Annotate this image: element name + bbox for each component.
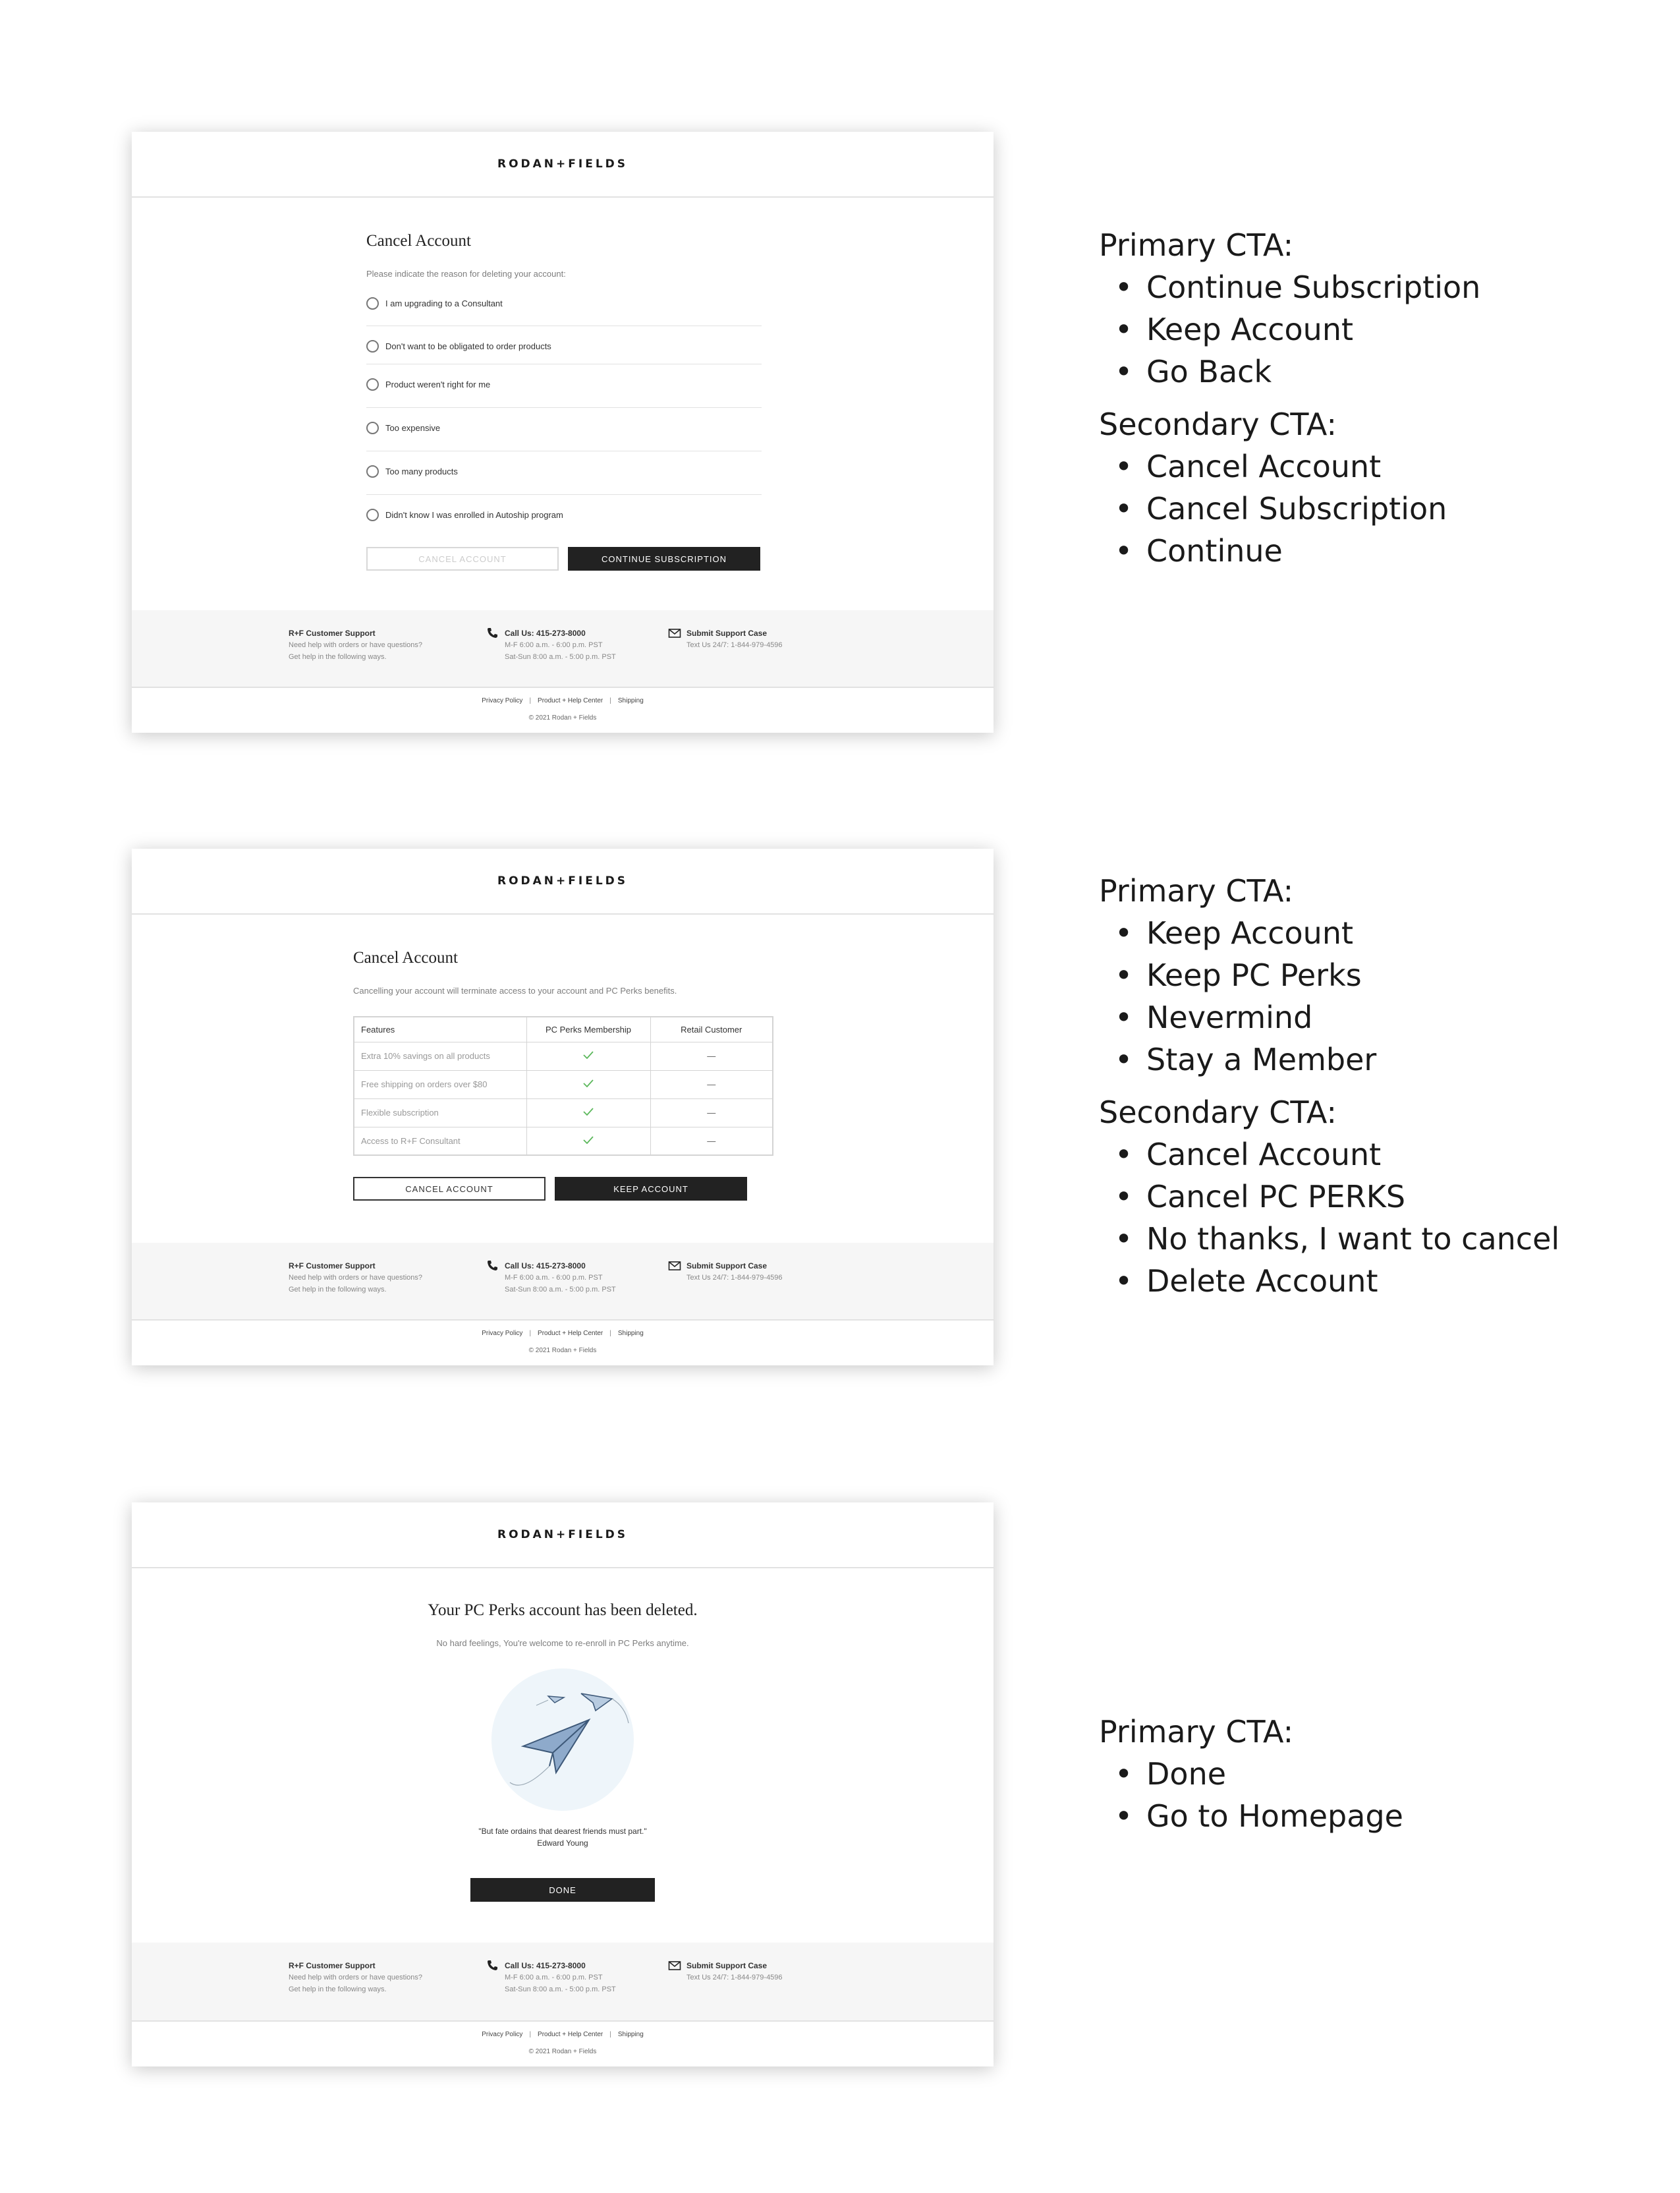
page-title: Cancel Account: [366, 232, 471, 250]
feature-cell: Flexible subscription: [354, 1098, 526, 1127]
reason-label: Too expensive: [385, 423, 441, 433]
page-title: Your PC Perks account has been deleted.: [428, 1601, 698, 1619]
radio-icon[interactable]: [366, 378, 379, 391]
column-header: PC Perks Membership: [526, 1017, 650, 1042]
cancel-reason-screen: [132, 132, 994, 733]
radio-icon[interactable]: [366, 422, 379, 434]
primary-cta-list: [1099, 1753, 1403, 1837]
secondary-cta-list: [1099, 1133, 1559, 1302]
membership-cell: [526, 1098, 650, 1127]
shipping-link[interactable]: Shipping: [617, 2031, 644, 2038]
call-hours: Sat-Sun 8:00 a.m. - 5:00 p.m. PST: [505, 1985, 616, 1993]
copyright: © 2021 Rodan + Fields: [528, 2048, 597, 2055]
check-icon: [583, 1108, 594, 1116]
help-center-link[interactable]: Product + Help Center: [538, 2031, 603, 2038]
list-item: • Cancel Account: [1099, 1133, 1559, 1176]
retail-cell: [650, 1127, 773, 1155]
dash: —: [707, 1108, 716, 1118]
brand-logo[interactable]: RODAN+FIELDS: [497, 874, 629, 888]
support-line: Need help with orders or have questions?: [289, 641, 423, 649]
footer-links: [132, 1330, 994, 1337]
separator: |: [609, 2031, 611, 2038]
support-line: Get help in the following ways.: [289, 653, 387, 661]
list-item: • Done: [1099, 1753, 1403, 1795]
table-row: [354, 1127, 773, 1155]
radio-icon[interactable]: [366, 465, 379, 478]
list-item: • Cancel PC PERKS: [1099, 1176, 1559, 1218]
list-item: • Stay a Member: [1099, 1039, 1559, 1081]
cta-note-3: [1099, 1711, 1403, 1837]
site-header: [132, 1502, 994, 1568]
feature-cell: Access to R+F Consultant: [354, 1127, 526, 1155]
call-hours: M-F 6:00 a.m. - 6:00 p.m. PST: [505, 641, 603, 649]
support-line: Get help in the following ways.: [289, 1985, 387, 1993]
primary-cta-list: [1099, 912, 1559, 1081]
support-case-link[interactable]: Submit Support Case: [686, 629, 768, 638]
support-footer: [132, 1243, 994, 1319]
check-icon: [583, 1136, 594, 1144]
separator: |: [609, 1330, 611, 1337]
cancel-account-button[interactable]: CANCEL ACCOUNT: [366, 547, 559, 571]
privacy-policy-link[interactable]: Privacy Policy: [482, 2031, 523, 2038]
reason-label: Didn't know I was enrolled in Autoship program: [385, 510, 563, 520]
cta-note-1: [1099, 224, 1480, 572]
support-title: R+F Customer Support: [289, 1261, 376, 1270]
call-hours: Sat-Sun 8:00 a.m. - 5:00 p.m. PST: [505, 1286, 616, 1294]
call-title[interactable]: Call Us: 415-273-8000: [505, 629, 586, 638]
reason-option[interactable]: [366, 465, 762, 478]
phone-icon: [486, 1260, 499, 1272]
check-icon: [583, 1079, 594, 1087]
support-case-link[interactable]: Submit Support Case: [686, 1961, 768, 1970]
divider: [366, 407, 762, 408]
support-line: Need help with orders or have questions?: [289, 1274, 423, 1282]
support-info: [289, 1960, 422, 1995]
paper-plane-illustration: [490, 1667, 635, 1812]
primary-cta-list: [1099, 266, 1480, 393]
secondary-cta-heading: Secondary CTA:: [1099, 1095, 1337, 1130]
mail-icon: [668, 1960, 681, 1972]
reason-label: Don't want to be obligated to order products: [385, 341, 551, 351]
copyright: © 2021 Rodan + Fields: [528, 1347, 597, 1354]
membership-cell: [526, 1070, 650, 1098]
comparison-table: [353, 1016, 773, 1156]
support-line: Need help with orders or have questions?: [289, 1974, 423, 1981]
page-subtitle: No hard feelings, You're welcome to re-enroll in PC Perks anytime.: [436, 1638, 689, 1648]
brand-logo[interactable]: RODAN+FIELDS: [497, 157, 629, 171]
reason-prompt: Please indicate the reason for deleting your account:: [366, 269, 566, 279]
column-header: Features: [354, 1017, 526, 1042]
list-item: • Keep Account: [1099, 912, 1559, 954]
membership-cell: [526, 1042, 650, 1070]
legal-footer: [132, 687, 994, 733]
table-header-row: [354, 1017, 773, 1042]
reason-option[interactable]: [366, 509, 762, 521]
reason-option[interactable]: [366, 297, 762, 310]
support-line: Get help in the following ways.: [289, 1286, 387, 1294]
table-row: [354, 1098, 773, 1127]
support-case-link[interactable]: Submit Support Case: [686, 1261, 768, 1270]
text-line: Text Us 24/7: 1-844-979-4596: [686, 1974, 783, 1981]
privacy-policy-link[interactable]: Privacy Policy: [482, 1330, 523, 1337]
support-footer: [132, 610, 994, 687]
support-title: R+F Customer Support: [289, 1961, 376, 1970]
list-item: • Delete Account: [1099, 1260, 1559, 1302]
phone-icon: [486, 1960, 499, 1972]
separator: |: [529, 697, 532, 704]
copyright: © 2021 Rodan + Fields: [528, 714, 597, 722]
list-item: • Keep Account: [1099, 308, 1480, 351]
reason-label: I am upgrading to a Consultant: [385, 299, 503, 308]
help-center-link[interactable]: Product + Help Center: [538, 1330, 603, 1337]
mail-icon: [668, 1260, 681, 1272]
list-item: • Go to Homepage: [1099, 1795, 1403, 1837]
support-case-info: [668, 1960, 783, 1983]
shipping-link[interactable]: Shipping: [617, 697, 644, 704]
table-row: [354, 1070, 773, 1098]
legal-footer: [132, 2020, 994, 2066]
feature-cell: Free shipping on orders over $80: [354, 1070, 526, 1098]
feature-cell: Extra 10% savings on all products: [354, 1042, 526, 1070]
retail-cell: [650, 1098, 773, 1127]
separator: |: [529, 1330, 532, 1337]
cancel-account-button[interactable]: CANCEL ACCOUNT: [353, 1177, 546, 1201]
brand-logo[interactable]: RODAN+FIELDS: [497, 1528, 629, 1541]
privacy-policy-link[interactable]: Privacy Policy: [482, 697, 523, 704]
account-deleted-screen: [132, 1502, 994, 2066]
separator: |: [609, 697, 611, 704]
phone-icon: [486, 627, 499, 639]
divider: [366, 494, 762, 495]
dash: —: [707, 1135, 716, 1146]
quote-text: "But fate ordains that dearest friends must part.": [478, 1827, 647, 1836]
support-case-info: [668, 627, 783, 651]
text-line: Text Us 24/7: 1-844-979-4596: [686, 641, 783, 649]
primary-cta-heading: Primary CTA:: [1099, 227, 1294, 263]
footer-links: [132, 2031, 994, 2038]
legal-footer: [132, 1319, 994, 1365]
shipping-link[interactable]: Shipping: [617, 1330, 644, 1337]
help-center-link[interactable]: Product + Help Center: [538, 697, 603, 704]
primary-cta-heading: Primary CTA:: [1099, 1714, 1294, 1750]
dash: —: [707, 1079, 716, 1089]
membership-cell: [526, 1127, 650, 1155]
radio-icon[interactable]: [366, 297, 379, 310]
site-header: [132, 849, 994, 915]
call-hours: M-F 6:00 a.m. - 6:00 p.m. PST: [505, 1274, 603, 1282]
list-item: • Continue Subscription: [1099, 266, 1480, 308]
cta-note-2: [1099, 870, 1559, 1302]
radio-icon[interactable]: [366, 340, 379, 353]
mail-icon: [668, 627, 681, 639]
call-title[interactable]: Call Us: 415-273-8000: [505, 1261, 586, 1270]
quote-author: Edward Young: [537, 1838, 588, 1848]
reason-option[interactable]: [366, 422, 762, 434]
reason-label: Product weren't right for me: [385, 380, 491, 389]
primary-cta-heading: Primary CTA:: [1099, 873, 1294, 909]
call-hours: Sat-Sun 8:00 a.m. - 5:00 p.m. PST: [505, 653, 616, 661]
list-item: • Go Back: [1099, 351, 1480, 393]
check-icon: [583, 1051, 594, 1059]
site-header: [132, 132, 994, 198]
support-info: [289, 627, 422, 663]
secondary-cta-list: [1099, 445, 1480, 572]
retail-cell: [650, 1042, 773, 1070]
call-info: [486, 627, 616, 663]
page-subtitle: Cancelling your account will terminate access to your account and PC Perks benefits.: [353, 986, 677, 996]
done-button[interactable]: DONE: [470, 1878, 655, 1902]
list-item: • No thanks, I want to cancel: [1099, 1218, 1559, 1260]
call-info: [486, 1960, 616, 1995]
retail-cell: [650, 1070, 773, 1098]
support-info: [289, 1260, 422, 1296]
footer-links: [132, 697, 994, 704]
list-item: • Keep PC Perks: [1099, 954, 1559, 996]
continue-subscription-button[interactable]: CONTINUE SUBSCRIPTION: [568, 547, 760, 571]
separator: |: [529, 2031, 532, 2038]
list-item: • Cancel Subscription: [1099, 488, 1480, 530]
reason-label: Too many products: [385, 467, 458, 476]
list-item: • Continue: [1099, 530, 1480, 572]
column-header: Retail Customer: [650, 1017, 773, 1042]
table-row: [354, 1042, 773, 1070]
call-hours: M-F 6:00 a.m. - 6:00 p.m. PST: [505, 1974, 603, 1981]
page-title: Cancel Account: [353, 949, 458, 967]
dash: —: [707, 1051, 716, 1061]
radio-icon[interactable]: [366, 509, 379, 521]
list-item: • Cancel Account: [1099, 445, 1480, 488]
keep-account-button[interactable]: KEEP ACCOUNT: [555, 1177, 747, 1201]
call-info: [486, 1260, 616, 1296]
reason-option[interactable]: [366, 378, 762, 391]
secondary-cta-heading: Secondary CTA:: [1099, 407, 1337, 442]
list-item: • Nevermind: [1099, 996, 1559, 1039]
reason-option[interactable]: [366, 340, 762, 353]
cancel-compare-screen: [132, 849, 994, 1365]
text-line: Text Us 24/7: 1-844-979-4596: [686, 1274, 783, 1282]
support-footer: [132, 1943, 994, 2020]
support-case-info: [668, 1260, 783, 1284]
support-title: R+F Customer Support: [289, 629, 376, 638]
call-title[interactable]: Call Us: 415-273-8000: [505, 1961, 586, 1970]
